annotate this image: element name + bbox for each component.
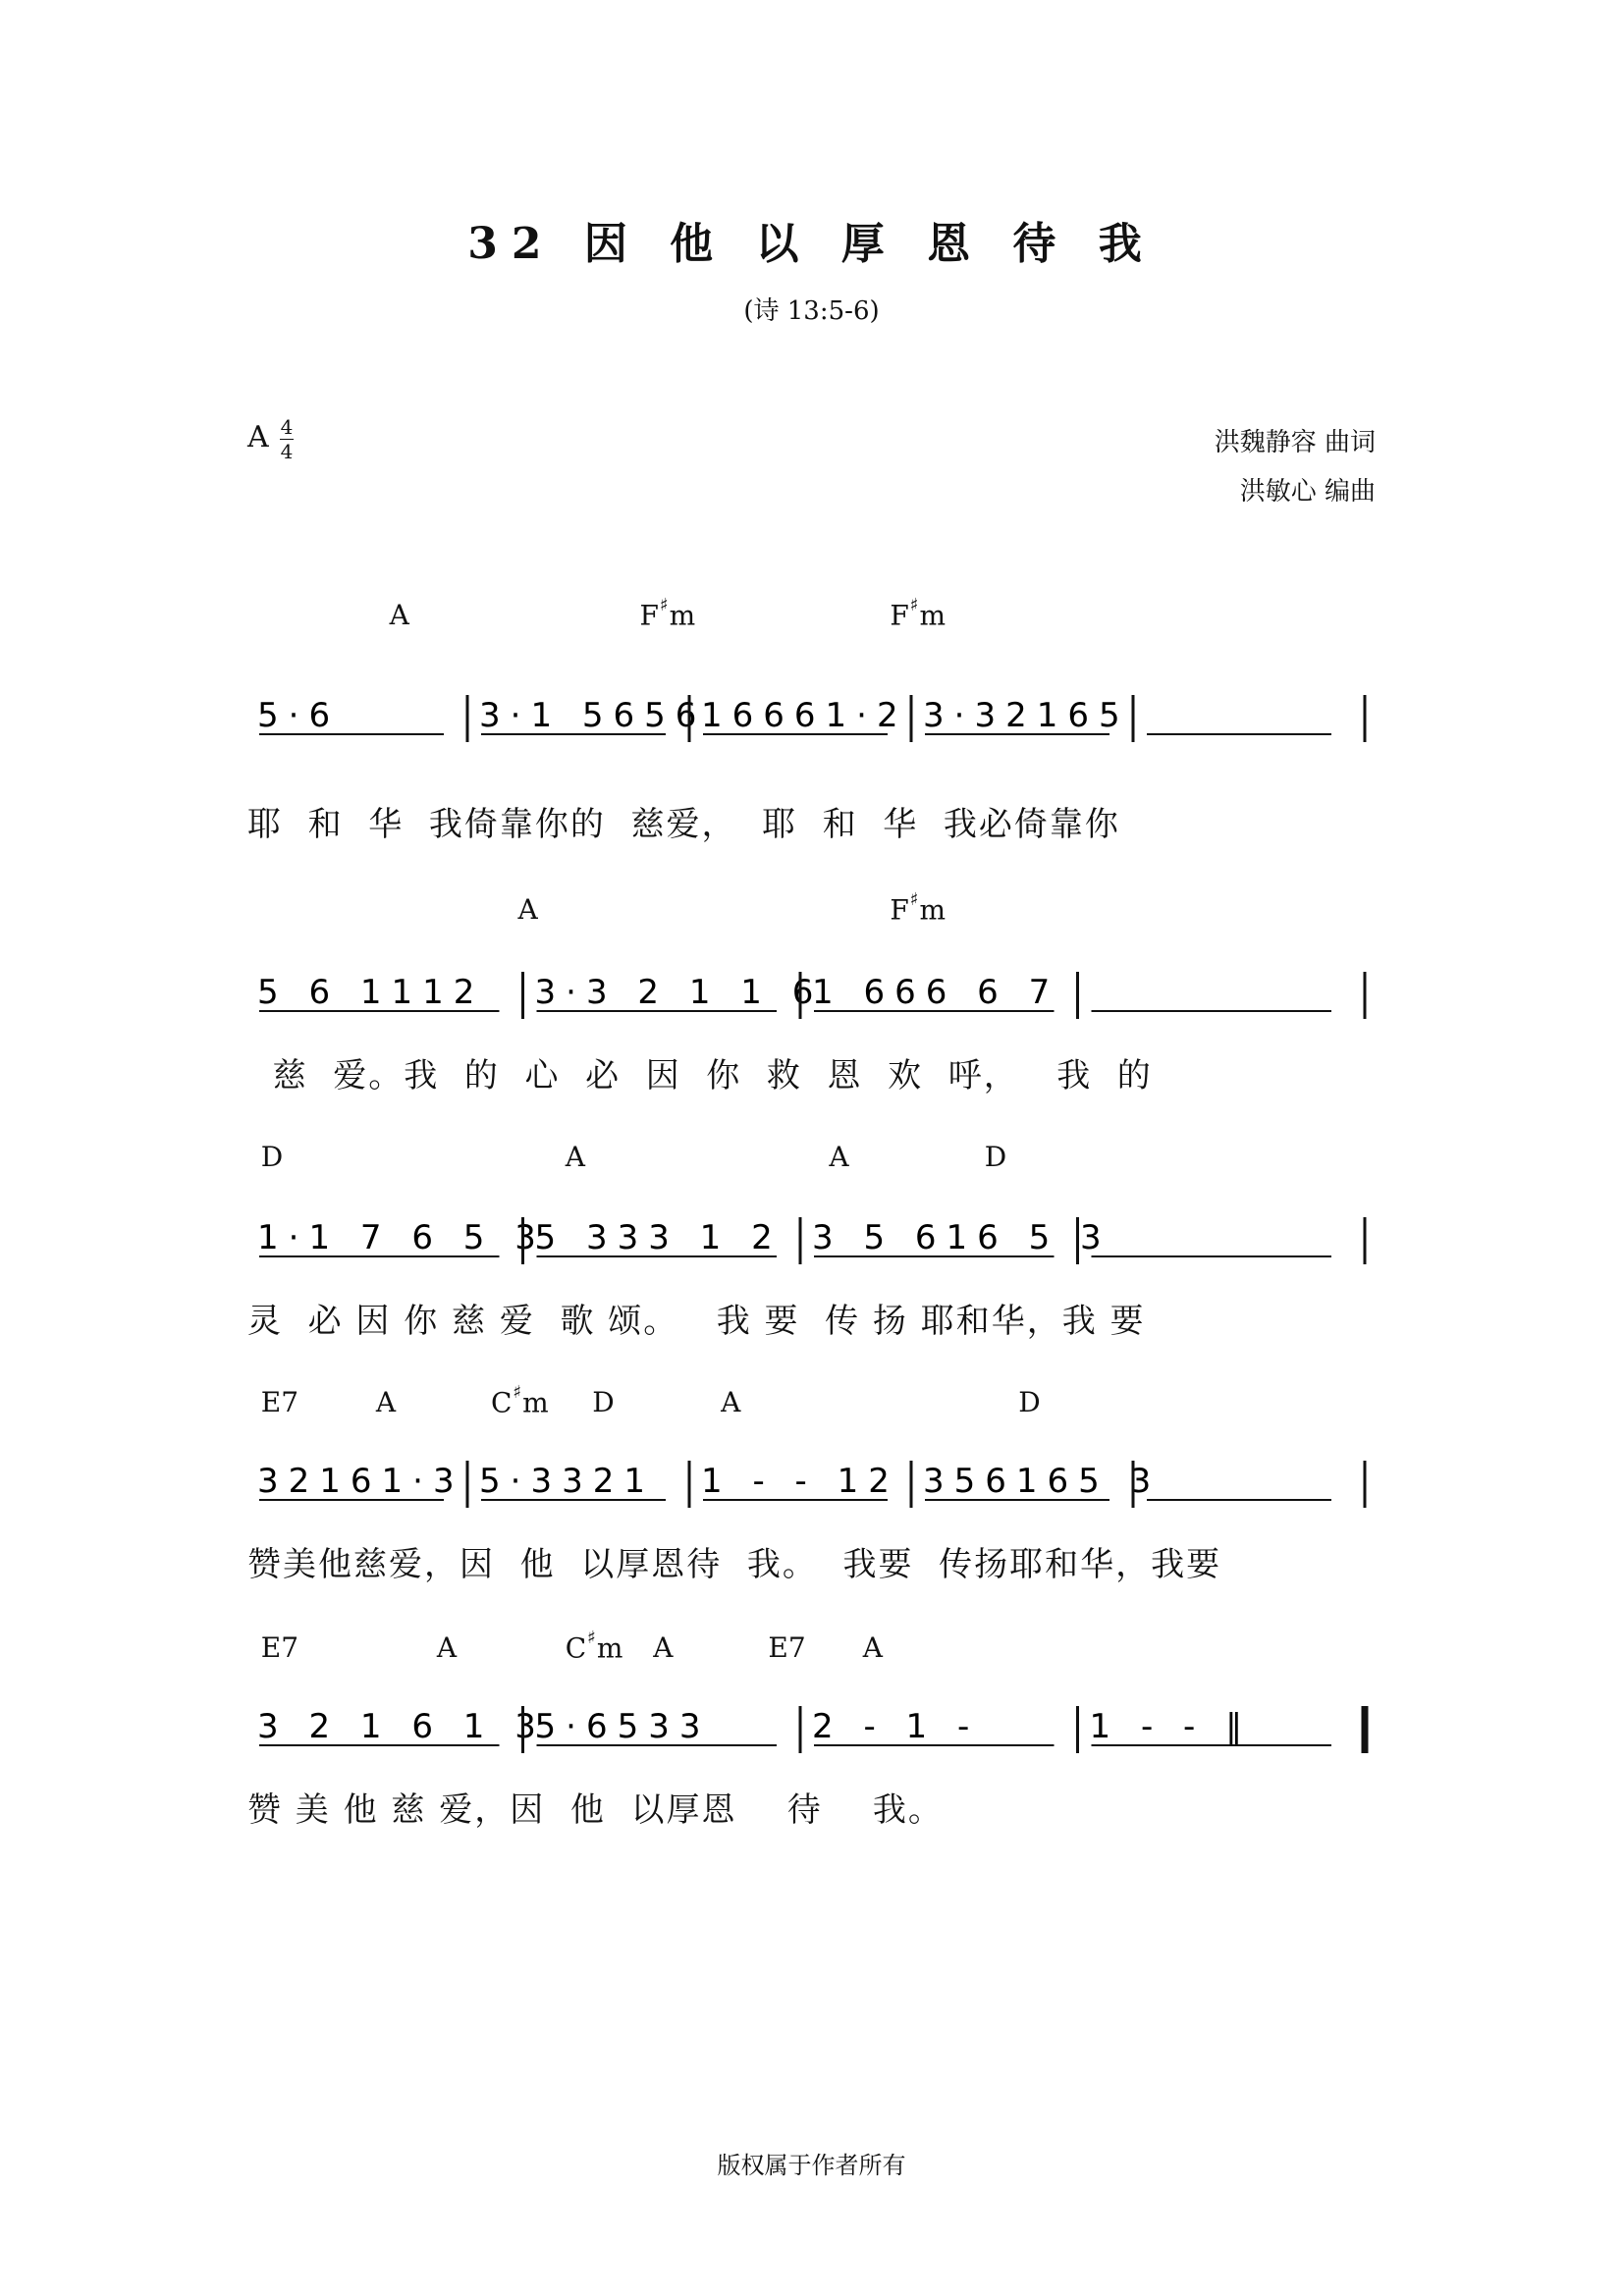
numbered-notation-line <box>245 964 1375 1033</box>
measure-notes: 5·6533 <box>534 1707 711 1746</box>
chord-symbol: A <box>375 1386 397 1418</box>
chord-symbol: A <box>517 893 538 926</box>
chord-symbol: D <box>984 1141 1007 1173</box>
measure-notes: 3 5 616 5 3 <box>812 1218 1111 1257</box>
chord-symbol: E7 <box>260 1631 299 1664</box>
time-top: 4 <box>280 415 294 439</box>
chord-symbol: A <box>565 1141 585 1173</box>
credit-words-music: 洪魏静容 曲词 <box>1214 428 1376 457</box>
chord-symbol: C♯m <box>565 1628 623 1665</box>
chord-symbol: A <box>829 1141 849 1173</box>
measure-notes: 5·3321 <box>479 1462 655 1501</box>
copyright-footer: 版权属于作者所有 <box>717 2152 906 2179</box>
measure-notes: 32161·3 <box>257 1462 464 1501</box>
measure-notes: 5·6 <box>257 696 341 735</box>
measure-notes: 1 - - ‖ <box>1089 1707 1253 1746</box>
measure-notes: 3·3 2 1 1 6 <box>534 973 824 1012</box>
lyrics-line: 耶 和 华 我倚靠你的 慈爱， 耶 和 华 我必倚靠你 <box>247 805 1120 844</box>
numbered-notation-line <box>245 1453 1375 1522</box>
lyrics-line: 赞 美 他 慈 爱，因 他 以厚恩 待 我。 <box>247 1790 944 1830</box>
chord-symbol: E7 <box>260 1386 299 1418</box>
measure-notes: 5 333 1 2 <box>534 1218 783 1257</box>
time-signature <box>277 416 297 462</box>
measure-notes: 3·32165 <box>923 696 1130 735</box>
measure-notes: 16661·2 <box>701 696 908 735</box>
measure-notes: 1 - - 12 <box>701 1462 899 1501</box>
measure-notes: 3 2 1 6 1 3 <box>257 1707 546 1746</box>
chord-symbol: F♯m <box>890 595 947 632</box>
chord-symbol: D <box>260 1141 284 1173</box>
measure-notes: 1·1 7 6 5 3 <box>257 1218 546 1257</box>
credit-arrangement: 洪敏心 编曲 <box>1239 477 1376 507</box>
measure-notes: 2 - 1 - <box>812 1707 980 1746</box>
chord-symbol: A <box>862 1631 884 1664</box>
chord-symbol: D <box>592 1386 615 1418</box>
lyrics-line: 慈 爱。我 的 心 必 因 你 救 恩 欢 呼， 我 的 <box>247 1056 1153 1095</box>
key-signature: A <box>247 420 269 454</box>
chord-symbol: F♯m <box>890 889 947 927</box>
time-bottom: 4 <box>280 440 294 463</box>
chord-symbol: A <box>389 599 409 631</box>
chord-symbol: A <box>721 1386 741 1418</box>
numbered-notation-line <box>245 687 1375 756</box>
numbered-notation-line <box>245 1209 1375 1278</box>
chord-symbol: F♯m <box>639 595 696 632</box>
chord-symbol: E7 <box>768 1631 806 1664</box>
measure-notes: 5 6 1112 <box>257 973 485 1012</box>
scripture-reference: (诗 13:5-6) <box>743 296 880 326</box>
lyrics-line: 灵 必 因 你 慈 爱 歌 颂。 我 要 传 扬 耶和华，我 要 <box>247 1302 1146 1341</box>
chord-symbol: D <box>1018 1386 1041 1418</box>
chord-symbol: A <box>436 1631 458 1664</box>
song-title: 32 因 他 以 厚 恩 待 我 <box>467 219 1156 269</box>
measure-notes: 3·1 5656 <box>479 696 707 735</box>
numbered-notation-line <box>245 1698 1375 1767</box>
chord-symbol: A <box>653 1631 674 1664</box>
chord-symbol: C♯m <box>490 1382 549 1419</box>
measure-notes: 1 666 6 7 <box>812 973 1060 1012</box>
lyrics-line: 赞美他慈爱，因 他 以厚恩待 我。 我要 传扬耶和华，我要 <box>247 1545 1222 1584</box>
measure-notes: 356165 3 <box>923 1462 1162 1501</box>
